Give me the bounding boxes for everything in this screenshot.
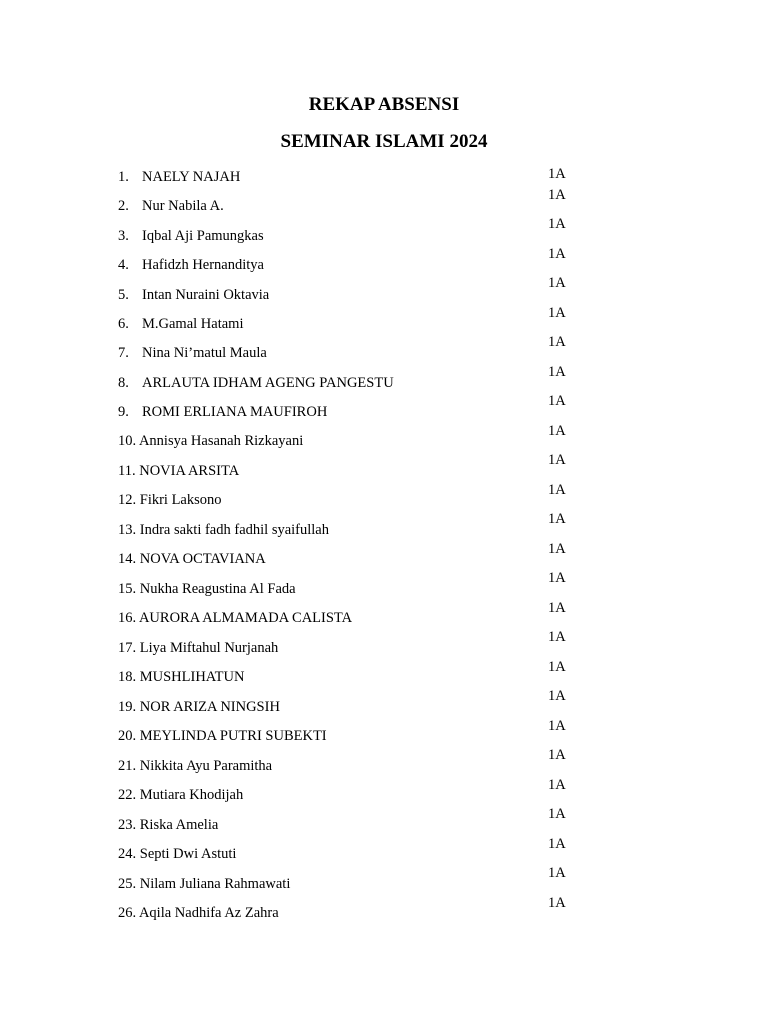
attendee-name: Nukha Reagustina Al Fada	[139, 581, 296, 597]
row-number: 2.	[118, 198, 129, 214]
class-cell: 1A	[548, 166, 566, 182]
row-number: 7.	[118, 345, 129, 361]
attendee-name: Indra sakti fadh fadhil syaifullah	[139, 522, 329, 538]
row-number: 9.	[118, 404, 129, 420]
attendee-name: Intan Nuraini Oktavia	[142, 287, 270, 303]
row-number: 23.	[118, 817, 137, 833]
row-number: 24.	[118, 846, 137, 862]
attendee-name: Mutiara Khodijah	[139, 787, 244, 803]
class-cell: 1A	[548, 747, 566, 763]
class-cell: 1A	[548, 423, 566, 439]
row-number: 18.	[118, 669, 137, 685]
class-cell: 1A	[548, 806, 566, 822]
class-cell: 1A	[548, 865, 566, 881]
row-number: 12.	[118, 492, 137, 508]
class-cell: 1A	[548, 688, 566, 704]
class-cell: 1A	[548, 187, 566, 203]
attendee-name: NOVA OCTAVIANA	[139, 551, 266, 567]
attendee-name: Septi Dwi Astuti	[139, 846, 237, 862]
class-cell: 1A	[548, 364, 566, 380]
attendee-name: AURORA ALMAMADA CALISTA	[138, 610, 353, 626]
class-cell: 1A	[548, 777, 566, 793]
class-cell: 1A	[548, 659, 566, 675]
attendee-name: Liya Miftahul Nurjanah	[139, 640, 279, 656]
row-number: 3.	[118, 228, 129, 244]
document-title: REKAP ABSENSI	[308, 94, 460, 115]
attendee-name: Nilam Juliana Rahmawati	[139, 876, 291, 892]
class-cell: 1A	[548, 305, 566, 321]
attendee-name: Nur Nabila A.	[142, 198, 224, 214]
row-number: 25.	[118, 876, 137, 892]
attendee-name: MEYLINDA PUTRI SUBEKTI	[139, 728, 327, 744]
class-cell: 1A	[548, 246, 566, 262]
attendee-name: M.Gamal Hatami	[142, 316, 244, 332]
row-number: 5.	[118, 287, 129, 303]
class-cell: 1A	[548, 600, 566, 616]
attendee-name: Hafidzh Hernanditya	[142, 257, 264, 273]
row-number: 21.	[118, 758, 137, 774]
row-number: 19.	[118, 699, 137, 715]
row-number: 6.	[118, 316, 129, 332]
document-subtitle: SEMINAR ISLAMI 2024	[280, 131, 488, 152]
class-cell: 1A	[548, 452, 566, 468]
row-number: 11.	[118, 463, 136, 479]
row-number: 1.	[118, 169, 129, 185]
attendee-name: Riska Amelia	[139, 817, 219, 833]
attendee-name: NAELY NAJAH	[142, 169, 241, 185]
attendee-name: MUSHLIHATUN	[139, 669, 245, 685]
row-number: 13.	[118, 522, 137, 538]
class-cell: 1A	[548, 511, 566, 527]
attendee-name: NOVIA ARSITA	[139, 463, 240, 479]
row-number: 4.	[118, 257, 129, 273]
row-number: 20.	[118, 728, 137, 744]
row-number: 15.	[118, 581, 137, 597]
class-cell: 1A	[548, 393, 566, 409]
row-number: 14.	[118, 551, 137, 567]
attendee-name: Nikkita Ayu Paramitha	[139, 758, 273, 774]
row-number: 16.	[118, 610, 137, 626]
row-number: 26.	[118, 905, 137, 921]
class-cell: 1A	[548, 334, 566, 350]
attendee-name: NOR ARIZA NINGSIH	[139, 699, 280, 715]
attendee-name: Iqbal Aji Pamungkas	[142, 228, 264, 244]
attendee-name: Annisya Hasanah Rizkayani	[138, 433, 304, 449]
class-cell: 1A	[548, 570, 566, 586]
class-cell: 1A	[548, 718, 566, 734]
class-cell: 1A	[548, 275, 566, 291]
class-cell: 1A	[548, 541, 566, 557]
class-cell: 1A	[548, 895, 566, 911]
attendee-name: ROMI ERLIANA MAUFIROH	[142, 404, 328, 420]
class-cell: 1A	[548, 482, 566, 498]
row-number: 17.	[118, 640, 137, 656]
class-cell: 1A	[548, 836, 566, 852]
row-number: 8.	[118, 375, 129, 391]
attendee-name: Aqila Nadhifa Az Zahra	[138, 905, 279, 921]
class-cell: 1A	[548, 216, 566, 232]
row-number: 10.	[118, 433, 137, 449]
attendee-name: Fikri Laksono	[139, 492, 222, 508]
row-number: 22.	[118, 787, 137, 803]
class-cell: 1A	[548, 629, 566, 645]
attendee-name: Nina Ni’matul Maula	[142, 345, 267, 361]
attendee-name: ARLAUTA IDHAM AGENG PANGESTU	[142, 375, 394, 391]
